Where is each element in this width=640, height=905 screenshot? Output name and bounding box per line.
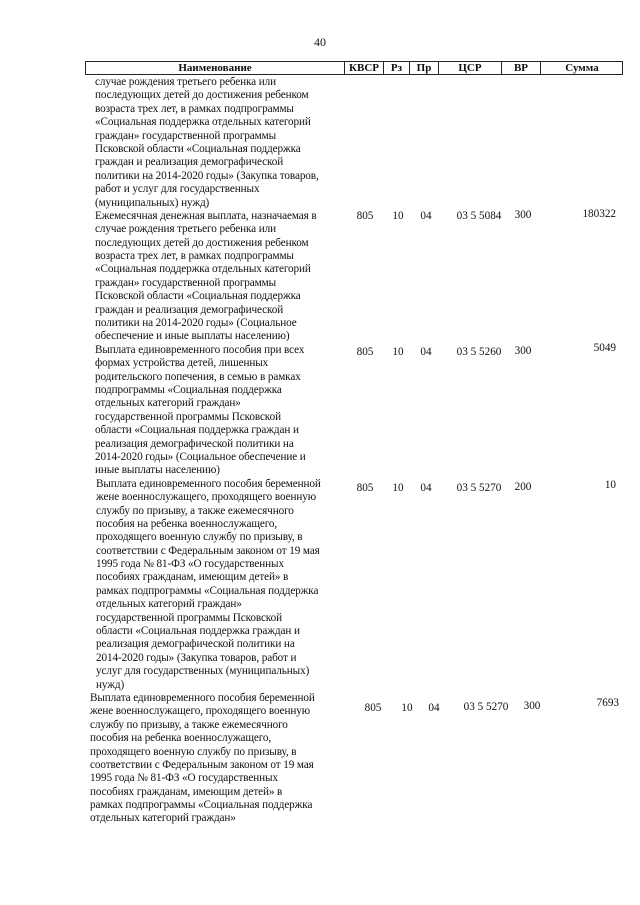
name-line: проходящего военную службу по призыву, в: [90, 745, 297, 758]
name-line: 2014-2020 годы» (Закупка товаров, работ и: [96, 651, 297, 664]
name-line: подпрограммы «Социальная поддержка: [95, 383, 282, 396]
name-line: пособиях гражданам, имеющим детей» в: [90, 785, 283, 798]
name-line: пособиях гражданам, имеющим детей» в: [96, 571, 289, 584]
sum-value: 180322: [582, 208, 616, 220]
vr-value: 300: [523, 700, 541, 712]
name-line: рамках подпрограммы «Социальная поддержка: [96, 584, 319, 597]
name-line: 2014-2020 годы» (Социальное обеспечение и: [95, 450, 306, 463]
name-line: реализация демографической политики на: [95, 437, 294, 450]
table-header: [85, 61, 623, 75]
name-line: 1995 года № 81-ФЗ «О государственных: [96, 558, 284, 571]
sum-value: 10: [604, 479, 616, 491]
name-line: случае рождения третьего ребенка или: [95, 223, 276, 236]
kvsr-value: 805: [364, 702, 382, 714]
name-line: граждан и реализация демографической: [95, 303, 284, 316]
name-line: Псковской области «Социальная поддержка: [95, 142, 301, 155]
name-line: государственной программы Псковской: [96, 611, 282, 624]
pr-value: 04: [420, 482, 432, 494]
name-line: случае рождения третьего ребенка или: [95, 76, 276, 88]
vr-value: 300: [514, 209, 532, 221]
pr-value: 04: [428, 702, 440, 714]
vr-value: 300: [514, 345, 532, 357]
csr-value: 03 5 5260: [456, 346, 502, 358]
name-line: последующих детей до достижения ребенком: [95, 89, 309, 102]
sum-value: 5049: [593, 342, 616, 354]
name-line: службу по призыву, а также ежемесячного: [90, 718, 288, 731]
kvsr-value: 805: [356, 210, 374, 222]
name-line: граждан» государственной программы: [95, 129, 277, 142]
name-line: Ежемесячная денежная выплата, назначаемая в: [95, 209, 317, 222]
name-line: области «Социальная поддержка граждан и: [96, 625, 300, 638]
name-line: 1995 года № 81-ФЗ «О государственных: [90, 772, 278, 785]
column-header-pr: Пр: [416, 62, 432, 74]
column-header-name: Наименование: [178, 62, 252, 74]
name-line: родительского попечения, в семью в рамках: [95, 370, 301, 383]
name-line: пособия на ребенка военнослужащего,: [96, 517, 278, 530]
rz-value: 10: [392, 346, 404, 358]
name-line: жене военнослужащего, проходящего военную: [90, 705, 310, 718]
name-line: возраста трех лет, в рамках подпрограммы: [95, 250, 294, 263]
csr-value: 03 5 5270: [456, 482, 502, 494]
name-line: политики на 2014-2020 годы» (Социальное: [95, 317, 297, 330]
name-line: государственной программы Псковской: [95, 410, 281, 423]
column-header-sum: Сумма: [565, 62, 599, 74]
name-line: Выплата единовременного пособия беременной: [96, 477, 321, 490]
name-line: пособия на ребенка военнослужащего,: [90, 732, 272, 745]
name-line: политики на 2014-2020 годы» (Закупка товаров,: [95, 169, 319, 182]
name-line: возраста трех лет, в рамках подпрограммы: [95, 102, 294, 115]
column-header-rz: Рз: [390, 62, 403, 74]
column-header-vr: ВР: [513, 62, 529, 74]
name-line: отдельных категорий граждан»: [96, 598, 242, 611]
kvsr-value: 805: [356, 346, 374, 358]
name-line: службу по призыву, а также ежемесячного: [96, 504, 294, 517]
sum-value: 7693: [596, 697, 619, 709]
name-line: (муниципальных) нужд): [95, 196, 210, 209]
name-line: соответствии с Федеральным законом от 19 мая: [96, 544, 320, 557]
column-header-kvsr: КВСР: [349, 62, 379, 74]
name-line: Псковской области «Социальная поддержка: [95, 290, 301, 303]
name-line: Выплата единовременного пособия беременной: [90, 691, 315, 704]
pr-value: 04: [420, 210, 432, 222]
name-line: Выплата единовременного пособия при всех: [95, 343, 305, 356]
page-number: 40: [314, 35, 326, 49]
pr-value: 04: [420, 346, 432, 358]
rz-value: 10: [401, 702, 413, 714]
vr-value: 200: [514, 481, 532, 493]
rz-value: 10: [392, 210, 404, 222]
name-line: граждан» государственной программы: [95, 276, 277, 289]
name-line: нужд): [96, 678, 125, 691]
name-line: жене военнослужащего, проходящего военную: [96, 491, 316, 504]
name-line: работ и услуг для государственных: [95, 183, 260, 196]
name-line: граждан и реализация демографической: [95, 156, 284, 169]
csr-value: 03 5 5084: [456, 210, 502, 222]
name-line: соответствии с Федеральным законом от 19 мая: [90, 758, 314, 771]
name-line: отдельных категорий граждан»: [95, 397, 241, 410]
csr-value: 03 5 5270: [463, 701, 509, 713]
kvsr-value: 805: [356, 482, 374, 494]
name-line: отдельных категорий граждан»: [90, 812, 236, 825]
name-line: иные выплаты населению): [95, 464, 220, 477]
name-line: рамках подпрограммы «Социальная поддержка: [90, 799, 313, 812]
name-line: проходящего военную службу по призыву, в: [96, 531, 303, 544]
name-line: области «Социальная поддержка граждан и: [95, 424, 299, 437]
item-names: [90, 76, 321, 826]
name-line: формах устройства детей, лишенных: [95, 357, 269, 370]
name-line: «Социальная поддержка отдельных категорий: [95, 116, 311, 129]
name-line: «Социальная поддержка отдельных категорий: [95, 263, 311, 276]
name-line: обеспечение и иные выплаты населению): [95, 330, 290, 343]
name-line: услуг для государственных (муниципальных): [96, 665, 310, 678]
column-header-csr: ЦСР: [458, 62, 482, 74]
name-line: последующих детей до достижения ребенком: [95, 236, 309, 249]
name-line: реализация демографической политики на: [96, 638, 295, 651]
rz-value: 10: [392, 482, 404, 494]
